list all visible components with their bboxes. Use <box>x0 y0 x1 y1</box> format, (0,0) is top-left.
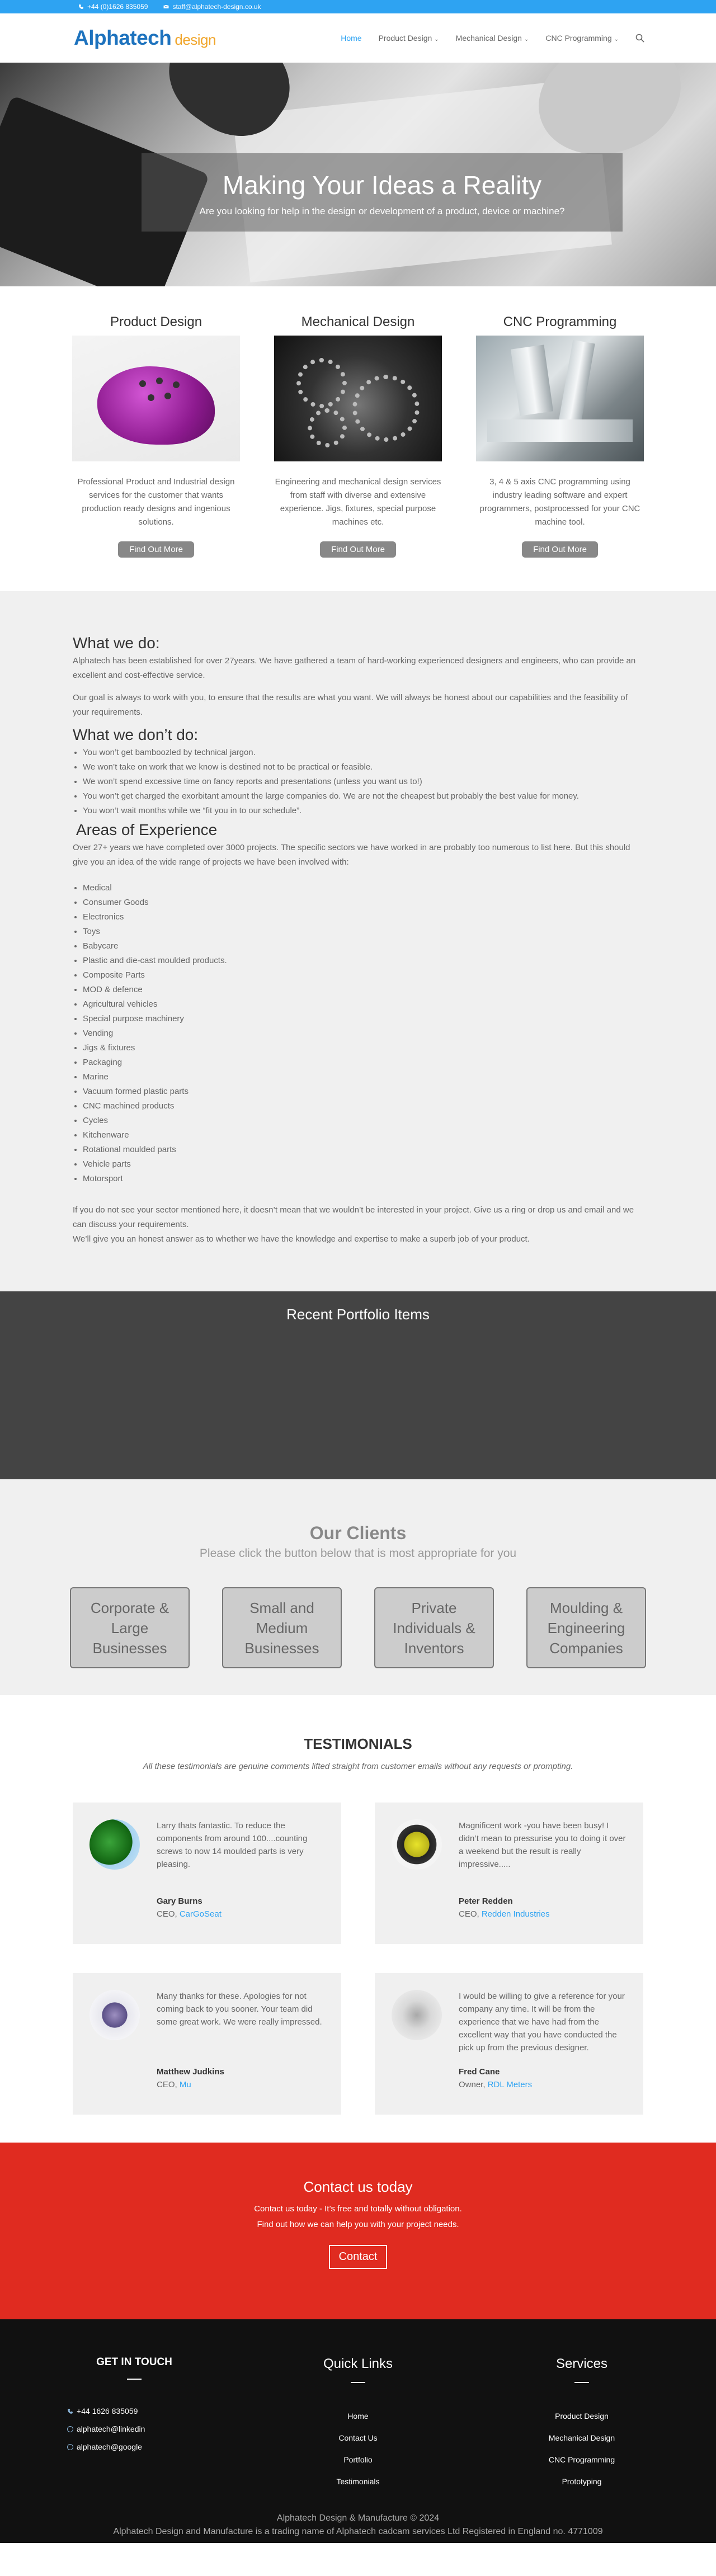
divider <box>127 2379 142 2380</box>
phone-icon <box>67 2408 73 2414</box>
list-item: • CNC machined products <box>83 1099 643 1114</box>
list-item: • Electronics <box>83 910 643 924</box>
topbar-email-text: staff@alphatech-design.co.uk <box>172 3 261 11</box>
logo-sub: design <box>175 31 216 48</box>
testimonial-name: Gary Burns <box>157 1896 202 1906</box>
list-item: • Medical <box>83 881 643 895</box>
what-we-dont-list <box>73 746 643 818</box>
testimonial-company-link[interactable]: Mu <box>179 2080 191 2089</box>
list-item: • Special purpose machinery <box>83 1012 643 1026</box>
logo-main: Alphatech <box>74 26 172 49</box>
client-button-sme[interactable]: Small and Medium Businesses <box>222 1587 342 1668</box>
testimonial-position: CEO, <box>157 2080 180 2089</box>
footer-link-contact[interactable]: Contact Us <box>338 2433 378 2442</box>
testimonial-position: CEO, <box>459 1909 482 1919</box>
areas-heading: Areas of Experience <box>76 821 218 838</box>
testimonial-role <box>459 2078 626 2091</box>
clients-section <box>0 1479 716 1695</box>
portfolio-title: Recent Portfolio Items <box>286 1306 430 1323</box>
hero-title: Making Your Ideas a Reality <box>222 171 542 200</box>
nav-cnc-programming[interactable] <box>545 34 619 43</box>
about-section <box>0 591 716 1291</box>
footer-link-portfolio[interactable]: Portfolio <box>343 2455 373 2464</box>
list-item: • Cycles <box>83 1114 643 1128</box>
testimonials-grid <box>73 1803 643 2115</box>
contact-line-1: Contact us today - It’s free and totally without obligation. <box>254 2204 462 2214</box>
service-card-product-design <box>72 314 240 558</box>
chevron-down-icon: ⌄ <box>614 36 619 43</box>
contact-line-2: Find out how we can help you with your project needs. <box>257 2220 459 2229</box>
chevron-down-icon: ⌄ <box>434 36 439 43</box>
linkedin-icon <box>67 2426 73 2432</box>
avatar <box>90 1819 140 1870</box>
clients-subtitle: Please click the button below that is most appropriate for you <box>199 1547 517 1560</box>
what-we-dont-heading: What we don’t do: <box>73 726 199 743</box>
service-title: Mechanical Design <box>301 314 415 329</box>
contact-section <box>0 2143 716 2319</box>
find-out-more-button[interactable]: Find Out More <box>522 541 598 558</box>
service-card-mechanical-design <box>274 314 442 558</box>
testimonial-quote: Larry thats fantastic. To reduce the components from around 100....counting screws to now 14 moulded parts is very pleasing. <box>157 1821 308 1869</box>
list-item: • Agricultural vehicles <box>83 997 643 1012</box>
footer-get-in-touch <box>50 2356 218 2493</box>
list-item: • You won’t get charged the exorbitant amount the large companies do. We are not the cheapest but probably the best value for money. <box>83 789 643 804</box>
list-item: • Marine <box>83 1070 643 1084</box>
list-item: • Plastic and die-cast moulded products. <box>83 954 643 968</box>
find-out-more-button[interactable]: Find Out More <box>320 541 396 558</box>
portfolio-section <box>0 1291 716 1479</box>
topbar-phone[interactable] <box>78 3 148 11</box>
nav-product-design[interactable] <box>379 34 439 43</box>
list-item: • Motorsport <box>83 1172 643 1186</box>
list-item: • Composite Parts <box>83 968 643 983</box>
chevron-down-icon: ⌄ <box>524 36 529 43</box>
service-text: 3, 4 & 5 axis CNC programming using industry leading software and expert programmers, postprocessed for your CNC machine tool. <box>479 477 640 527</box>
list-item: • Packaging <box>83 1055 643 1070</box>
testimonial-quote: Magnificent work -you have been busy! I didn’t mean to pressurise you to doing it over a weekend but the result is really impressive..... <box>459 1821 626 1869</box>
clients-title: Our Clients <box>309 1523 407 1543</box>
list-item: • Vacuum formed plastic parts <box>83 1084 643 1099</box>
footer-link-home[interactable]: Home <box>347 2412 369 2421</box>
avatar <box>392 1990 442 2040</box>
service-title: Product Design <box>110 314 202 329</box>
site-footer <box>0 2319 716 2543</box>
contact-title: Contact us today <box>303 2178 413 2195</box>
testimonial-card <box>73 1973 341 2115</box>
avatar <box>392 1819 442 1870</box>
footer-linkedin-text: alphatech@linkedin <box>77 2424 145 2433</box>
list-item: • You won’t wait months while we “fit you in to our schedule”. <box>83 804 643 818</box>
list-item: • MOD & defence <box>83 983 643 997</box>
hero-banner <box>0 63 716 286</box>
copyright: Alphatech Design & Manufacture © 2024 <box>276 2513 440 2523</box>
contact-button[interactable]: Contact <box>329 2245 388 2269</box>
nav-product-design-label: Product Design <box>378 34 432 43</box>
footer-heading: GET IN TOUCH <box>96 2356 172 2368</box>
footer-google[interactable] <box>67 2438 218 2456</box>
service-text: Professional Product and Industrial design services for the customer that wants production ready designs and ingenious solutions. <box>77 477 235 527</box>
testimonial-card <box>375 1803 643 1944</box>
hero-caption <box>142 153 623 232</box>
list-item: • Vending <box>83 1026 643 1041</box>
testimonial-position: Owner, <box>459 2080 488 2089</box>
footer-link-testimonials[interactable]: Testimonials <box>336 2477 380 2486</box>
cnc-programming-image <box>476 336 644 461</box>
footer-link-prototyping[interactable]: Prototyping <box>562 2477 602 2486</box>
search-icon[interactable] <box>635 34 644 43</box>
list-item: • We won’t take on work that we know is destined not to be practical or feasible. <box>83 760 643 775</box>
google-icon <box>67 2444 73 2450</box>
footer-link-mechanical-design[interactable]: Mechanical Design <box>548 2433 615 2442</box>
services-section <box>0 286 716 591</box>
footer-bottom <box>0 2512 716 2539</box>
footer-services <box>498 2356 666 2493</box>
areas-intro: Over 27+ years we have completed over 3000 projects. The specific sectors we have worked in are probably too numerous to list here. But this should give you an idea of the wide range of projects we have been involved with: <box>73 843 630 867</box>
client-buttons <box>0 1587 716 1668</box>
site-logo[interactable] <box>74 26 216 50</box>
testimonial-role <box>157 1908 324 1921</box>
nav-home[interactable]: Home <box>341 34 362 43</box>
testimonial-company-link[interactable]: RDL Meters <box>487 2080 533 2089</box>
list-item: • Consumer Goods <box>83 895 643 910</box>
list-item: • You won’t get bamboozled by technical jargon. <box>83 746 643 760</box>
testimonial-company-link[interactable]: Redden Industries <box>481 1909 550 1919</box>
testimonial-role <box>157 2078 324 2091</box>
footer-phone[interactable] <box>67 2402 218 2420</box>
list-item: • Rotational moulded parts <box>83 1143 643 1157</box>
service-text: Engineering and mechanical design services from staff with diverse and extensive experience. Jigs, fixtures, special purpose machines etc. <box>275 477 441 527</box>
what-we-do-heading: What we do: <box>73 634 160 652</box>
testimonial-name: Peter Redden <box>459 1896 513 1906</box>
testimonials-section <box>0 1695 716 2143</box>
contact-text <box>0 2201 716 2233</box>
footer-link-product-design[interactable]: Product Design <box>555 2412 609 2421</box>
testimonial-name: Matthew Judkins <box>157 2067 224 2077</box>
client-button-private[interactable]: Private Individuals & Inventors <box>374 1587 494 1668</box>
find-out-more-button[interactable]: Find Out More <box>118 541 194 558</box>
footer-phone-text: +44 1626 835059 <box>77 2407 138 2415</box>
list-item: • Babycare <box>83 939 643 954</box>
nav-cnc-programming-label: CNC Programming <box>545 34 612 43</box>
list-item: • Vehicle parts <box>83 1157 643 1172</box>
what-we-do-paragraph: Alphatech has been established for over 27years. We have gathered a team of hard-working experienced designers and engineers, who can provide an excellent and cost-effective service. <box>73 656 636 680</box>
avatar <box>90 1990 140 2040</box>
mechanical-design-image <box>274 336 442 461</box>
nav-mechanical-design-label: Mechanical Design <box>455 34 522 43</box>
phone-icon <box>78 4 84 10</box>
testimonial-role <box>459 1908 626 1921</box>
testimonial-position: CEO, <box>157 1909 180 1919</box>
footer-linkedin[interactable] <box>67 2420 218 2438</box>
service-title: CNC Programming <box>503 314 617 329</box>
closing-line-1: If you do not see your sector mentioned here, it doesn’t mean that we wouldn’t be interested in your project. Give us a ring or drop us and email and we can discuss your requirements. <box>73 1205 634 1229</box>
testimonials-note: All these testimonials are genuine comments lifted straight from customer emails without any requests or prompting. <box>143 1762 573 1771</box>
main-nav <box>341 34 644 43</box>
list-item: • We won’t spend excessive time on fancy reports and presentations (unless you want us to!) <box>83 775 643 789</box>
divider <box>351 2382 365 2383</box>
testimonial-quote: Many thanks for these. Apologies for not coming back to you sooner. Your team did some great work. We were really impressed. <box>157 1992 322 2027</box>
mail-icon <box>163 4 169 10</box>
testimonial-card <box>73 1803 341 1944</box>
closing-line-2: We’ll give you an honest answer as to whether we have the knowledge and expertise to make a superb job of your product. <box>73 1234 530 1244</box>
what-we-do-paragraph: Our goal is always to work with you, to ensure that the results are what you want. We will always be honest about our capabilities and the feasibility of your requirements. <box>73 693 628 717</box>
areas-list <box>73 881 643 1186</box>
testimonial-name: Fred Cane <box>459 2067 500 2077</box>
divider <box>574 2382 589 2383</box>
client-button-moulding[interactable]: Moulding & Engineering Companies <box>526 1587 646 1668</box>
service-card-cnc-programming <box>476 314 644 558</box>
topbar-phone-text: +44 (0)1626 835059 <box>87 3 148 11</box>
footer-link-cnc-programming[interactable]: CNC Programming <box>548 2455 615 2464</box>
footer-heading: Quick Links <box>323 2356 393 2371</box>
testimonial-quote: I would be willing to give a reference for your company any time. It will be from the experience that we have had from the excellent way that you have conducted the pick up from the previous designer. <box>459 1992 625 2053</box>
nav-mechanical-design[interactable] <box>456 34 529 43</box>
footer-quick-links <box>274 2356 442 2493</box>
testimonials-title: TESTIMONIALS <box>304 1735 412 1752</box>
product-design-image <box>72 336 240 461</box>
closing-paragraph <box>73 1203 643 1247</box>
site-header <box>0 13 716 63</box>
client-button-corporate[interactable]: Corporate & Large Businesses <box>70 1587 190 1668</box>
hero-subtitle: Are you looking for help in the design or development of a product, device or machine? <box>199 206 565 216</box>
top-bar <box>0 0 716 13</box>
footer-heading: Services <box>555 2356 608 2371</box>
footer-google-text: alphatech@google <box>77 2442 142 2451</box>
testimonial-card <box>375 1973 643 2115</box>
list-item: • Toys <box>83 924 643 939</box>
legal-text: Alphatech Design and Manufacture is a trading name of Alphatech cadcam services Ltd Registered in England no. 4771009 <box>113 2527 603 2536</box>
list-item: • Kitchenware <box>83 1128 643 1143</box>
testimonial-company-link[interactable]: CarGoSeat <box>179 1909 222 1919</box>
topbar-email[interactable] <box>163 3 261 11</box>
list-item: • Jigs & fixtures <box>83 1041 643 1055</box>
